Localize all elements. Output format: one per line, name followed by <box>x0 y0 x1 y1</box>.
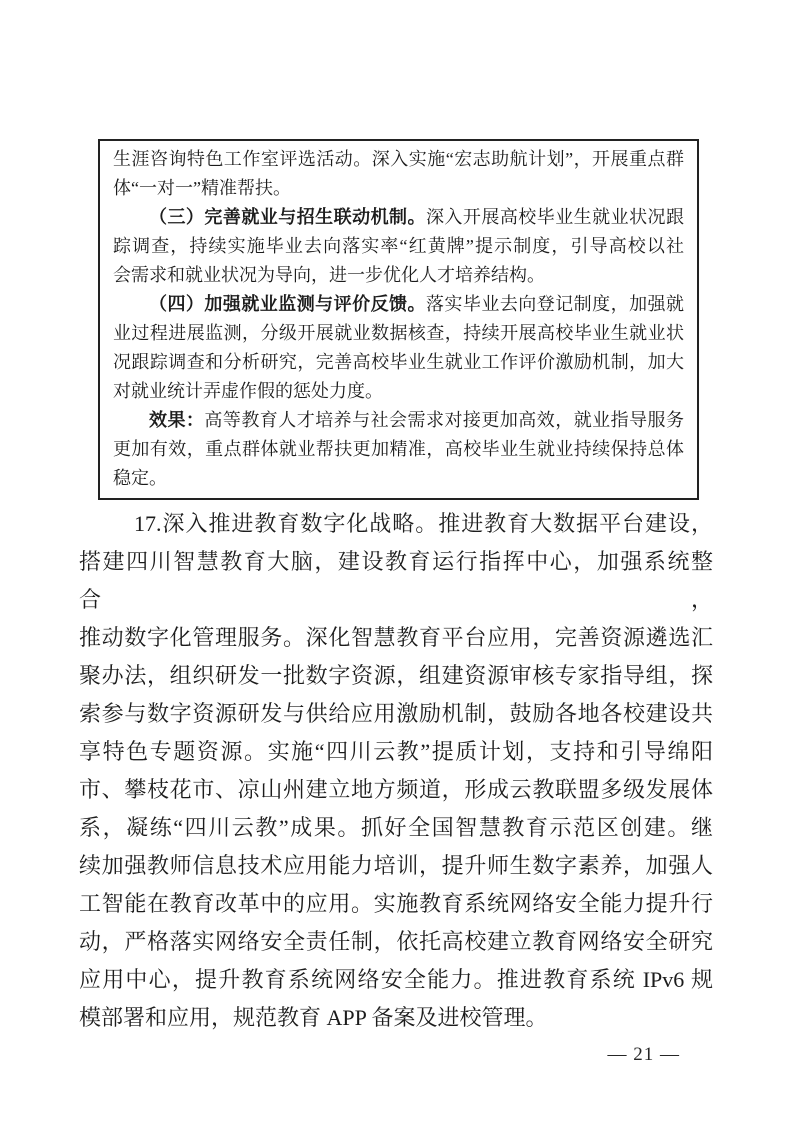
text-line: 17.深入推进教育数字化战略。推进教育大数据平台建设， <box>134 511 713 536</box>
text-line: 搭建四川智慧教育大脑，建设教育运行指挥中心，加强系统整合， <box>79 549 713 612</box>
text-line: 应用中心，提升教育系统网络安全能力。推进教育系统 IPv6 规 <box>79 967 713 992</box>
text-line: 市、攀枝花市、凉山州建立地方频道，形成云教联盟多级发展体 <box>79 777 713 802</box>
text-line: 体“一对一”精准帮扶。 <box>113 178 291 198</box>
text-line: 效果：高等教育人才培养与社会需求对接更加高效，就业指导服务 <box>149 410 685 430</box>
employment-summary-box <box>98 139 699 500</box>
text-line: 稳定。 <box>113 468 167 488</box>
bold-lead: （四）加强就业监测与评价反馈。 <box>149 294 426 314</box>
text-line: （四）加强就业监测与评价反馈。落实毕业去向登记制度，加强就 <box>149 294 685 314</box>
text-line: 系，凝练“四川云教”成果。抓好全国智慧教育示范区创建。继 <box>79 815 713 840</box>
text-line: 对就业统计弄虚作假的惩处力度。 <box>113 381 383 401</box>
text-line: 享特色专题资源。实施“四川云教”提质计划，支持和引导绵阳 <box>79 739 713 764</box>
text-line: 模部署和应用，规范教育 APP 备案及进校管理。 <box>79 1005 548 1030</box>
text-line: 工智能在教育改革中的应用。实施教育系统网络安全能力提升行 <box>79 891 713 916</box>
text-line: 动，严格落实网络安全责任制，依托高校建立教育网络安全研究 <box>79 929 713 954</box>
text-line: 况跟踪调查和分析研究，完善高校毕业生就业工作评价激励机制，加大 <box>113 352 684 372</box>
section-17-paragraph <box>79 505 713 1037</box>
text-line: 续加强教师信息技术应用能力培训，提升师生数字素养，加强人 <box>79 853 713 878</box>
bold-lead: （三）完善就业与招生联动机制。 <box>149 207 426 227</box>
bold-lead: 效果： <box>149 410 205 430</box>
text-line: 踪调查，持续实施毕业去向落实率“红黄牌”提示制度，引导高校以社 <box>113 236 684 256</box>
text-line: 推动数字化管理服务。深化智慧教育平台应用，完善资源遴选汇 <box>79 625 713 650</box>
text-line: 业过程进展监测，分级开展就业数据核查，持续开展高校毕业生就业状 <box>113 323 684 343</box>
text-line: 更加有效，重点群体就业帮扶更加精准，高校毕业生就业持续保持总体 <box>113 439 684 459</box>
text-line: 会需求和就业状况为导向，进一步优化人才培养结构。 <box>113 265 545 285</box>
page-number: — 21 — <box>607 1044 680 1065</box>
text-line: 索参与数字资源研发与供给应用激励机制，鼓励各地各校建设共 <box>79 701 713 726</box>
text-line: 聚办法，组织研发一批数字资源，组建资源审核专家指导组，探 <box>79 663 713 688</box>
text-line: 生涯咨询特色工作室评选活动。深入实施“宏志助航计划”，开展重点群 <box>113 149 684 169</box>
text-line: （三）完善就业与招生联动机制。深入开展高校毕业生就业状况跟 <box>149 207 685 227</box>
